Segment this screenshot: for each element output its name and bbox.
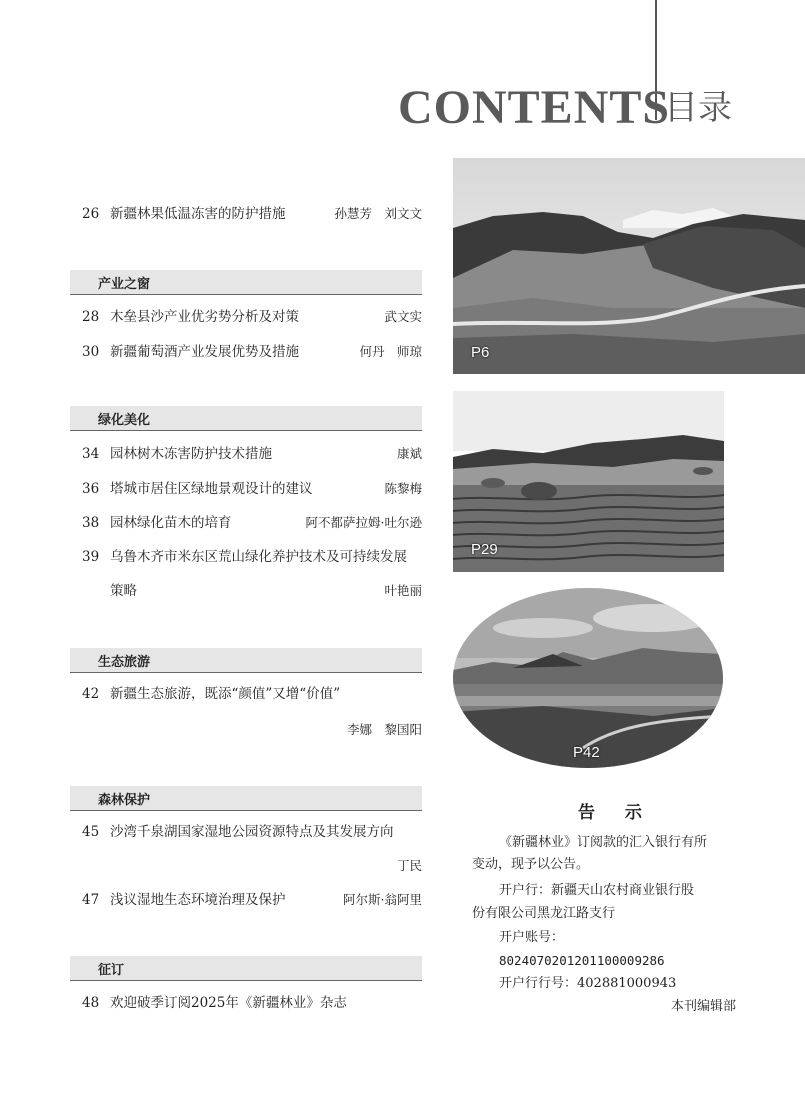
photo-page-label: P29 xyxy=(471,541,498,558)
page-number: 45 xyxy=(82,824,100,840)
contents-title: CONTENTS xyxy=(398,81,671,134)
page-number: 47 xyxy=(82,892,100,908)
article-author: 武文实 xyxy=(384,309,422,324)
section-header xyxy=(70,786,422,811)
notice-text: 份有限公司黑龙江路支行 xyxy=(472,906,616,921)
article-author: 陈黎梅 xyxy=(384,481,422,496)
notice-text: 《新疆林业》订阅款的汇入银行有所 xyxy=(499,835,708,850)
page-number: 48 xyxy=(82,995,100,1011)
section-name: 生态旅游 xyxy=(98,655,151,670)
photo-page-label: P6 xyxy=(471,344,490,361)
toc-entry[interactable] xyxy=(82,822,422,882)
section-header xyxy=(70,956,422,981)
page-number: 39 xyxy=(82,549,100,565)
article-author: 叶艳丽 xyxy=(384,583,422,598)
photo-page-label: P42 xyxy=(573,744,600,761)
article-title: 新疆林果低温冻害的防护措施 xyxy=(110,206,286,222)
page-number: 38 xyxy=(82,515,100,531)
article-title: 新疆生态旅游，既添“颜值”又增“价值” xyxy=(110,686,341,702)
section-name: 森林保护 xyxy=(98,793,151,808)
section-header xyxy=(70,270,422,295)
article-author: 阿不都萨拉姆·吐尔逊 xyxy=(305,515,422,530)
page-number: 30 xyxy=(82,344,100,360)
article-title: 浅议湿地生态环境治理及保护 xyxy=(110,892,286,908)
article-title: 新疆葡萄酒产业发展优势及措施 xyxy=(110,344,299,360)
article-title: 塔城市居住区绿地景观设计的建议 xyxy=(110,481,313,497)
account-number: 802407020120110000928​6 xyxy=(499,953,665,968)
section-name: 征订 xyxy=(98,963,125,978)
article-title: 欢迎破季订阅2025年《新疆林业》杂志 xyxy=(110,995,347,1011)
page-number: 28 xyxy=(82,309,100,325)
notice-title: 告 示 xyxy=(578,803,654,823)
notice-text: 开户账号： xyxy=(499,930,565,945)
notice-text: 开户行：新疆天山农村商业银行股 xyxy=(499,883,695,898)
notice-signature: 本刊编辑部 xyxy=(671,999,737,1014)
article-author: 康斌 xyxy=(396,446,422,461)
notice-text: 变动，现予以公告。 xyxy=(472,857,590,872)
toc-entry[interactable] xyxy=(82,547,422,607)
page-number: 36 xyxy=(82,481,100,497)
article-title: 沙湾千泉湖国家湿地公园资源特点及其发展方向 xyxy=(110,824,394,840)
toc-entry[interactable] xyxy=(82,684,422,744)
wetland-mountain-photo xyxy=(453,588,723,768)
section-name: 产业之窗 xyxy=(98,277,151,292)
bank-code: 开户行行号：402881000943 xyxy=(499,976,677,991)
article-title: 木垒县沙产业优劣势分析及对策 xyxy=(110,309,299,325)
article-author: 李娜 黎国阳 xyxy=(346,722,422,737)
page-number: 34 xyxy=(82,446,100,462)
article-author: 孙慧芳 刘文文 xyxy=(334,206,422,221)
mountain-valley-photo xyxy=(453,158,805,374)
contents-title-zh: 目录 xyxy=(664,88,732,128)
article-title: 园林绿化苗木的培育 xyxy=(110,515,232,531)
article-author: 丁民 xyxy=(396,858,422,873)
article-title-continued: 策略 xyxy=(110,583,137,599)
sand-dune-photo xyxy=(453,391,724,572)
section-header xyxy=(70,406,422,431)
page-number: 42 xyxy=(82,686,100,702)
article-title: 园林树木冻害防护技术措施 xyxy=(110,446,272,462)
article-author: 何丹 师琼 xyxy=(359,344,422,359)
page-number: 26 xyxy=(82,206,100,222)
article-title: 乌鲁木齐市米东区荒山绿化养护技术及可持续发展 xyxy=(110,549,407,565)
article-author: 阿尔斯·翁阿里 xyxy=(343,892,422,907)
section-name: 绿化美化 xyxy=(98,413,151,428)
section-header xyxy=(70,648,422,673)
